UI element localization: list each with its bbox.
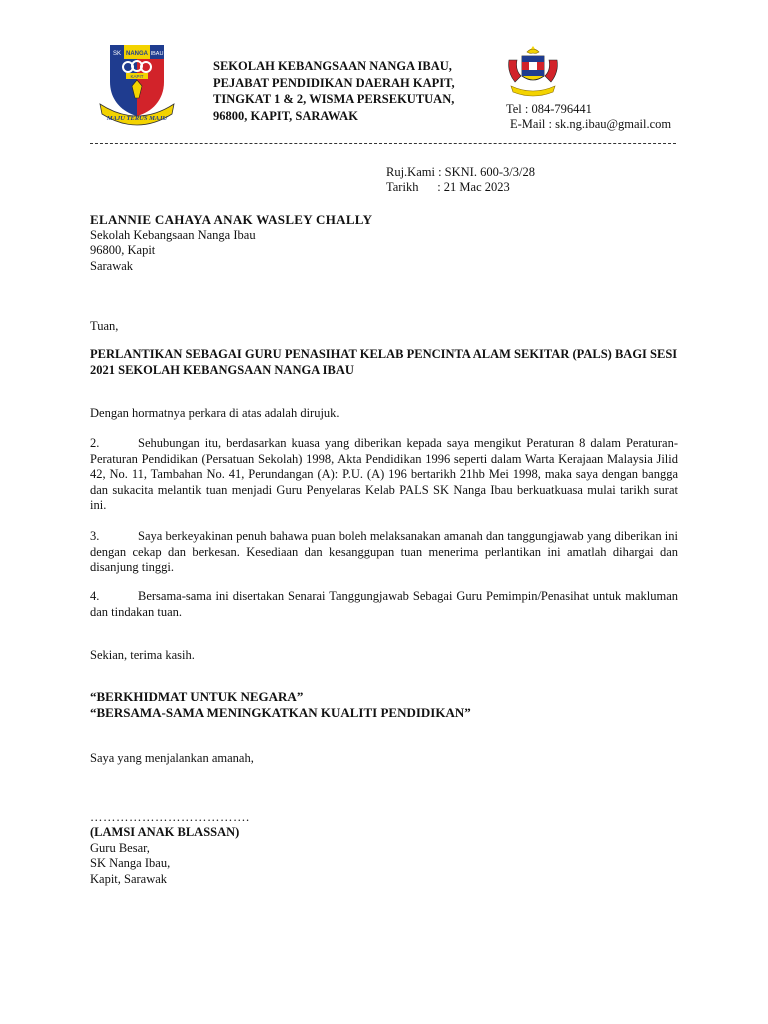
trust-line: Saya yang menjalankan amanah,	[90, 751, 254, 765]
school-crest-icon	[98, 42, 176, 126]
school-telephone: Tel : 084-796441	[506, 102, 592, 116]
letterhead-line: 96800, KAPIT, SARAWAK	[213, 108, 358, 123]
signatory-org: SK Nanga Ibau,	[90, 856, 171, 870]
logo-motto-text: MAJU TERUS MAJU	[106, 115, 168, 122]
paragraph-text: Sehubungan itu, berdasarkan kuasa yang diberikan kepada saya mengikut Peraturan 8 dalam Peraturan-Peraturan Pendidikan (Persatuan Sekolah) 1998, Akta Pendidikan 1996 seperti dalam Warta Kerajaan Malaysia Jilid 42, No. 11, Tambahan No. 41, Perundangan (A): P.U. (A) 196 bertarikh 21hb Mei 1998, maka saya dengan bangga dan sukacita melantik tuan menjadi Guru Penyelaras Kelab PALS SK Nanga Ibau berkuatkuasa mulai tarikh surat ini.	[90, 436, 678, 512]
salutation: Tuan,	[90, 319, 119, 333]
recipient-name: ELANNIE CAHAYA ANAK WASLEY CHALLY	[90, 212, 373, 227]
motto-line: “BERKHIDMAT UNTUK NEGARA”	[90, 689, 304, 704]
logo-kapit-text: KAPIT	[130, 74, 144, 79]
motto-line: “BERSAMA-SAMA MENINGKATKAN KUALITI PENDIDIKAN”	[90, 704, 471, 720]
letter-title: PERLANTIKAN SEBAGAI GURU PENASIHAT KELAB PENCINTA ALAM SEKITAR (PALS) BAGI SESI 2021 SEKOLAH KEBANGSAAN NANGA IBAU	[90, 347, 678, 377]
recipient-line: Sekolah Kebangsaan Nanga Ibau	[90, 227, 256, 242]
motto-block	[90, 689, 471, 720]
logo-sk-text: SK	[112, 51, 122, 57]
paragraph-1: Dengan hormatnya perkara di atas adalah dirujuk.	[90, 406, 340, 420]
signatory-place: Kapit, Sarawak	[90, 871, 168, 886]
logo-nanga-text: NANGA	[126, 51, 148, 57]
closing-line: Sekian, terima kasih.	[90, 648, 195, 662]
paragraph-text: Bersama-sama ini disertakan Senarai Tanggungjawab Sebagai Guru Pemimpin/Penasihat untuk makluman dan tindakan tuan.	[90, 589, 678, 619]
paragraph-3	[90, 529, 678, 576]
letterhead-line: SEKOLAH KEBANGSAAN NANGA IBAU,	[213, 59, 452, 73]
recipient-line: Sarawak	[90, 258, 134, 273]
signatory-position: Guru Besar,	[90, 840, 150, 855]
recipient-line: 96800, Kapit	[90, 243, 156, 257]
malaysia-coat-of-arms-icon	[505, 46, 561, 98]
paragraph-number: 2.	[90, 436, 100, 450]
letterhead-address	[213, 58, 455, 124]
letterhead-divider	[90, 143, 676, 144]
letterhead-line: PEJABAT PENDIDIKAN DAERAH KAPIT,	[213, 75, 455, 90]
paragraph-text: Saya berkeyakinan penuh bahawa puan boleh melaksanakan amanah dan tanggungjawab yang diberikan ini dengan cekap dan berkesan. Kesediaan dan kesanggupan tuan menerima perlantikan ini amatlah dihargai dan disanjung tinggi.	[90, 529, 678, 574]
paragraph-number: 3.	[90, 529, 100, 543]
school-email: E-Mail : sk.ng.ibau@gmail.com	[510, 117, 672, 131]
signature-line: ……………………………….	[90, 810, 250, 824]
signatory-name: (LAMSI ANAK BLASSAN)	[90, 825, 240, 839]
paragraph-4	[90, 589, 678, 620]
logo-ibau-text: IBAU	[150, 51, 164, 57]
paragraph-number: 4.	[90, 589, 100, 603]
paragraph-2	[90, 436, 678, 514]
recipient-address	[90, 212, 372, 274]
letterhead-line: TINGKAT 1 & 2, WISMA PERSEKUTUAN,	[213, 92, 455, 106]
signature-block	[90, 825, 239, 887]
letter-date: Tarikh : 21 Mac 2023	[386, 180, 510, 194]
reference-number: Ruj.Kami : SKNI. 600-3/3/28	[386, 165, 535, 179]
